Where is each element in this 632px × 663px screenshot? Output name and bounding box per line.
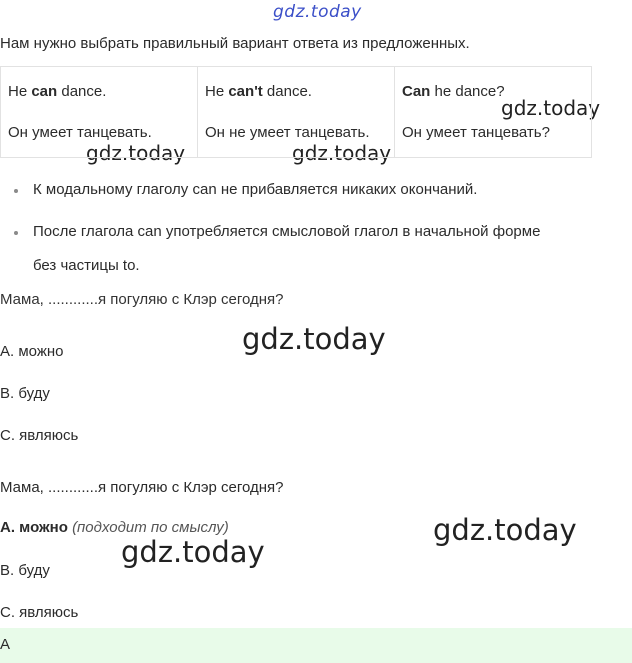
table-cell-question — [395, 67, 592, 158]
russian-translation: Он умеет танцевать? — [402, 124, 550, 141]
english-sentence: He can dance. — [8, 83, 107, 100]
rule-list-item: К модальному глаголу can не прибавляется никаких окончаний. — [14, 173, 614, 207]
intro-text: Нам нужно выбрать правильный вариант ответа из предложенных. — [0, 35, 470, 52]
answer-text: A — [0, 636, 11, 653]
question-text: Мама, ............я погуляю с Клэр сегодня? — [0, 479, 284, 496]
option-a: A. можно — [0, 343, 64, 360]
solution-option-b: B. буду — [0, 562, 50, 579]
watermark: gdz.today — [292, 141, 392, 165]
site-logo: gdz.today — [273, 2, 362, 22]
watermark: gdz.today — [121, 535, 265, 569]
can-forms-table — [0, 66, 592, 158]
watermark: gdz.today — [242, 322, 386, 356]
answer-box — [0, 628, 632, 663]
cropped-question-text: Мама, ............я погуляю с Клэр сегодня? — [0, 291, 284, 308]
watermark: gdz.today — [501, 96, 601, 120]
watermark: gdz.today — [433, 513, 577, 547]
russian-translation: Он умеет танцевать. — [8, 124, 152, 141]
solution-option-c: C. являюсь — [0, 604, 79, 621]
rule-list-item: После глагола can употребляется смысловой глагол в начальной форме без частицы to. — [14, 215, 614, 283]
watermark: gdz.today — [86, 141, 186, 165]
russian-translation: Он не умеет танцевать. — [205, 124, 370, 141]
bullet-icon — [14, 189, 18, 193]
table-cell-affirmative — [1, 67, 198, 158]
english-sentence: He can't dance. — [205, 83, 312, 100]
option-c: C. являюсь — [0, 427, 79, 444]
solution-option-a: A. можно (подходит по смыслу) — [0, 519, 229, 536]
table-cell-negative — [198, 67, 395, 158]
english-sentence: Can he dance? — [402, 83, 505, 100]
option-b: B. буду — [0, 385, 50, 402]
bullet-icon — [14, 231, 18, 235]
